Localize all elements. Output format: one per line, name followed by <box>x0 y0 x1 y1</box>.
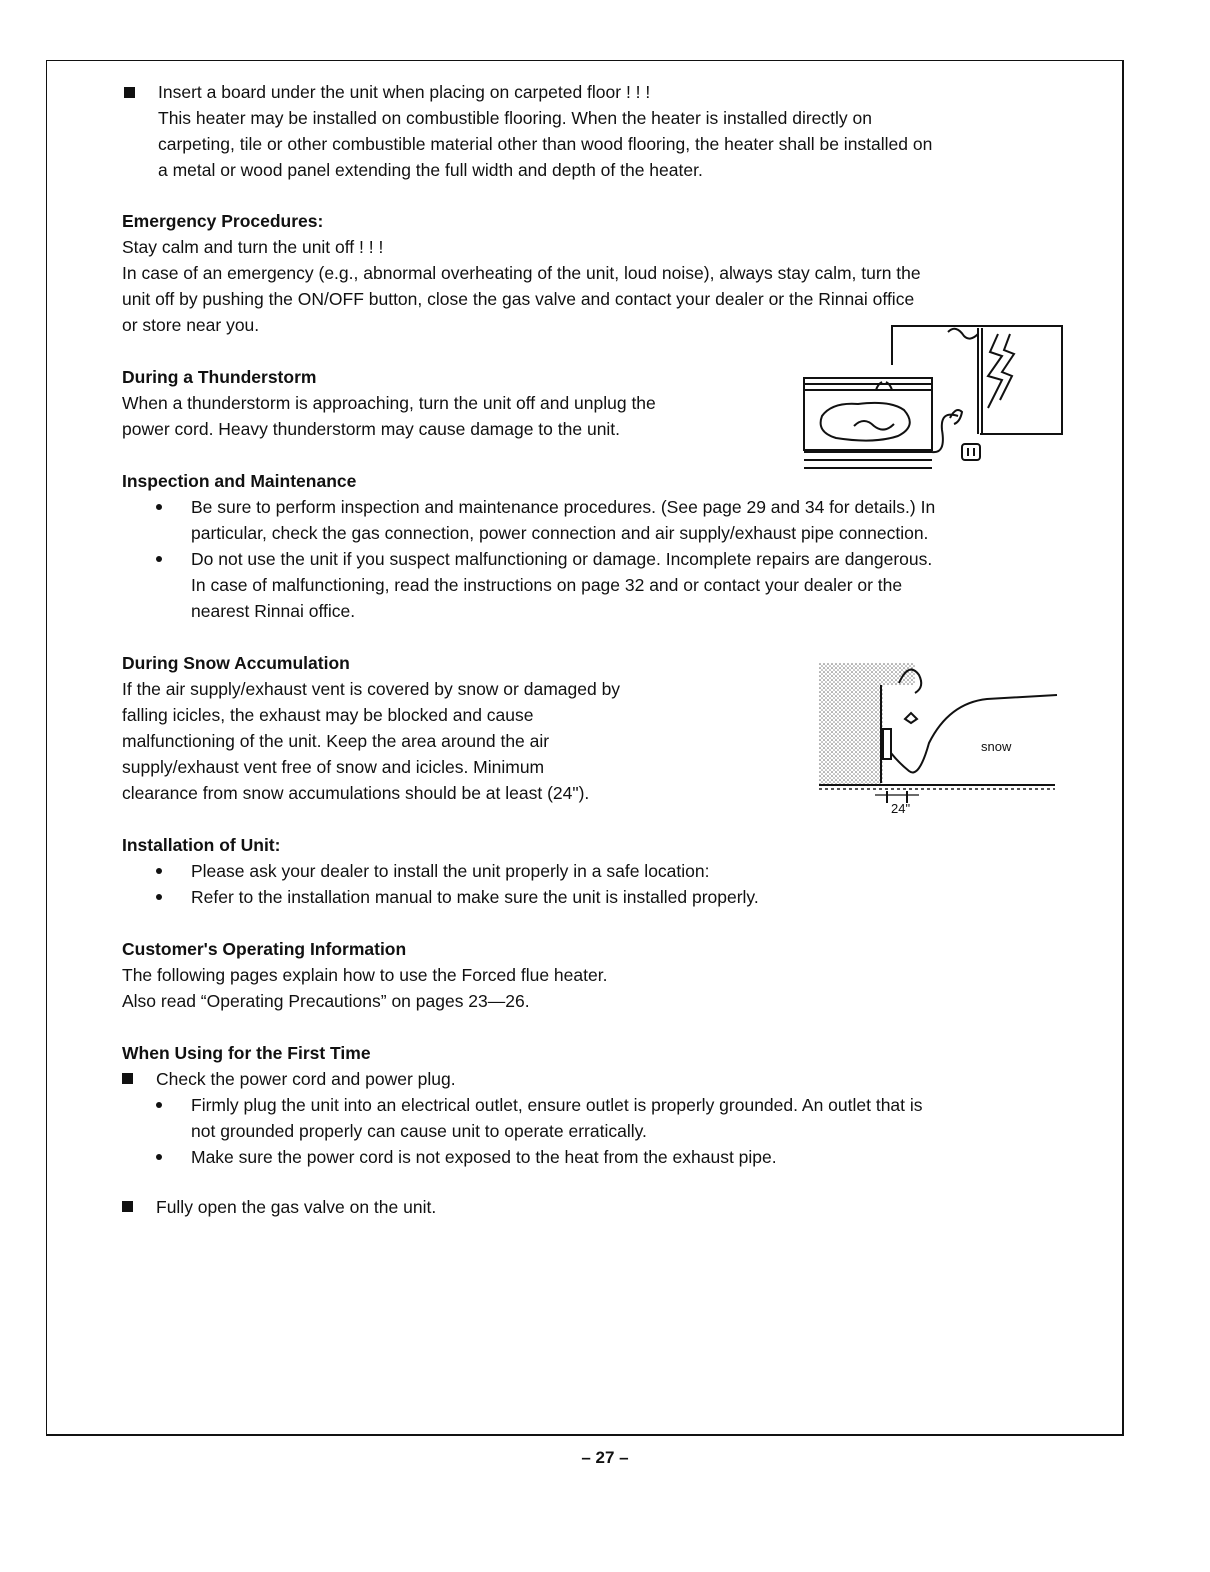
snow-line-4: supply/exhaust vent free of snow and icicles. Minimum <box>122 757 545 777</box>
snow-line-3: malfunctioning of the unit. Keep the area around the air <box>122 731 550 751</box>
inspection-b1-line-2: particular, check the gas connection, power connection and air supply/exhaust pipe connection. <box>191 523 929 543</box>
square-bullet-icon <box>122 1073 133 1084</box>
bullet-icon <box>156 504 162 510</box>
bullet-icon <box>156 556 162 562</box>
emergency-line-3: unit off by pushing the ON/OFF button, close the gas valve and contact your dealer or the Rinnai office <box>122 289 915 309</box>
carpet-line-3: a metal or wood panel extending the full width and depth of the heater. <box>158 160 703 180</box>
emergency-line-1: Stay calm and turn the unit off ! ! ! <box>122 237 384 257</box>
carpet-line-1: This heater may be installed on combustible flooring. When the heater is installed directly on <box>158 108 872 128</box>
snow-line-1: If the air supply/exhaust vent is covered by snow or damaged by <box>122 679 621 699</box>
installation-heading: Installation of Unit: <box>122 835 281 855</box>
snow-figure-dimension: 24" <box>891 801 911 816</box>
bullet-icon <box>156 1102 162 1108</box>
carpet-title: Insert a board under the unit when placing on carpeted floor ! ! ! <box>158 82 651 102</box>
firsttime-item-2: Fully open the gas valve on the unit. <box>156 1197 437 1217</box>
emergency-heading: Emergency Procedures: <box>122 211 324 231</box>
thunder-line-1: When a thunderstorm is approaching, turn the unit off and unplug the <box>122 393 656 413</box>
firsttime-b1-line-1: Firmly plug the unit into an electrical outlet, ensure outlet is properly grounded. An outlet that is <box>191 1095 923 1115</box>
inspection-b2-line-3: nearest Rinnai office. <box>191 601 356 621</box>
thunder-line-2: power cord. Heavy thunderstorm may cause damage to the unit. <box>122 419 621 439</box>
customer-line-2: Also read “Operating Precautions” on pages 23—26. <box>122 991 530 1011</box>
snow-line-2: falling icicles, the exhaust may be blocked and cause <box>122 705 534 725</box>
customer-heading: Customer's Operating Information <box>122 939 407 959</box>
installation-bullet-1: Please ask your dealer to install the unit properly in a safe location: <box>191 861 710 881</box>
bullet-icon <box>156 868 162 874</box>
square-bullet-icon <box>124 87 135 98</box>
inspection-b2-line-1: Do not use the unit if you suspect malfunctioning or damage. Incomplete repairs are dangerous. <box>191 549 933 569</box>
bullet-icon <box>156 1154 162 1160</box>
inspection-b2-line-2: In case of malfunctioning, read the instructions on page 32 and or contact your dealer or the <box>191 575 903 595</box>
emergency-line-2: In case of an emergency (e.g., abnormal overheating of the unit, loud noise), always stay calm, turn the <box>122 263 921 283</box>
snow-figure-label: snow <box>981 739 1012 754</box>
square-bullet-icon <box>122 1201 133 1212</box>
inspection-b1-line-1: Be sure to perform inspection and maintenance procedures. (See page 29 and 34 for details.) In <box>191 497 936 517</box>
installation-bullet-2: Refer to the installation manual to make sure the unit is installed properly. <box>191 887 759 907</box>
firsttime-heading: When Using for the First Time <box>122 1043 371 1063</box>
thunderstorm-illustration <box>798 320 1068 480</box>
carpet-line-2: carpeting, tile or other combustible material other than wood flooring, the heater shall be installed on <box>158 134 933 154</box>
snow-heading: During Snow Accumulation <box>122 653 350 673</box>
customer-line-1: The following pages explain how to use the Forced flue heater. <box>122 965 608 985</box>
firsttime-b1-line-2: not grounded properly can cause unit to operate erratically. <box>191 1121 647 1141</box>
thunder-heading: During a Thunderstorm <box>122 367 317 387</box>
bullet-icon <box>156 894 162 900</box>
snow-line-5: clearance from snow accumulations should be at least (24"). <box>122 783 590 803</box>
emergency-line-4: or store near you. <box>122 315 260 335</box>
page-number: – 27 – <box>581 1448 629 1467</box>
inspection-heading: Inspection and Maintenance <box>122 471 357 491</box>
firsttime-b2-line-1: Make sure the power cord is not exposed to the heat from the exhaust pipe. <box>191 1147 777 1167</box>
snow-vent-illustration <box>815 655 1060 825</box>
firsttime-item-1: Check the power cord and power plug. <box>156 1069 456 1089</box>
